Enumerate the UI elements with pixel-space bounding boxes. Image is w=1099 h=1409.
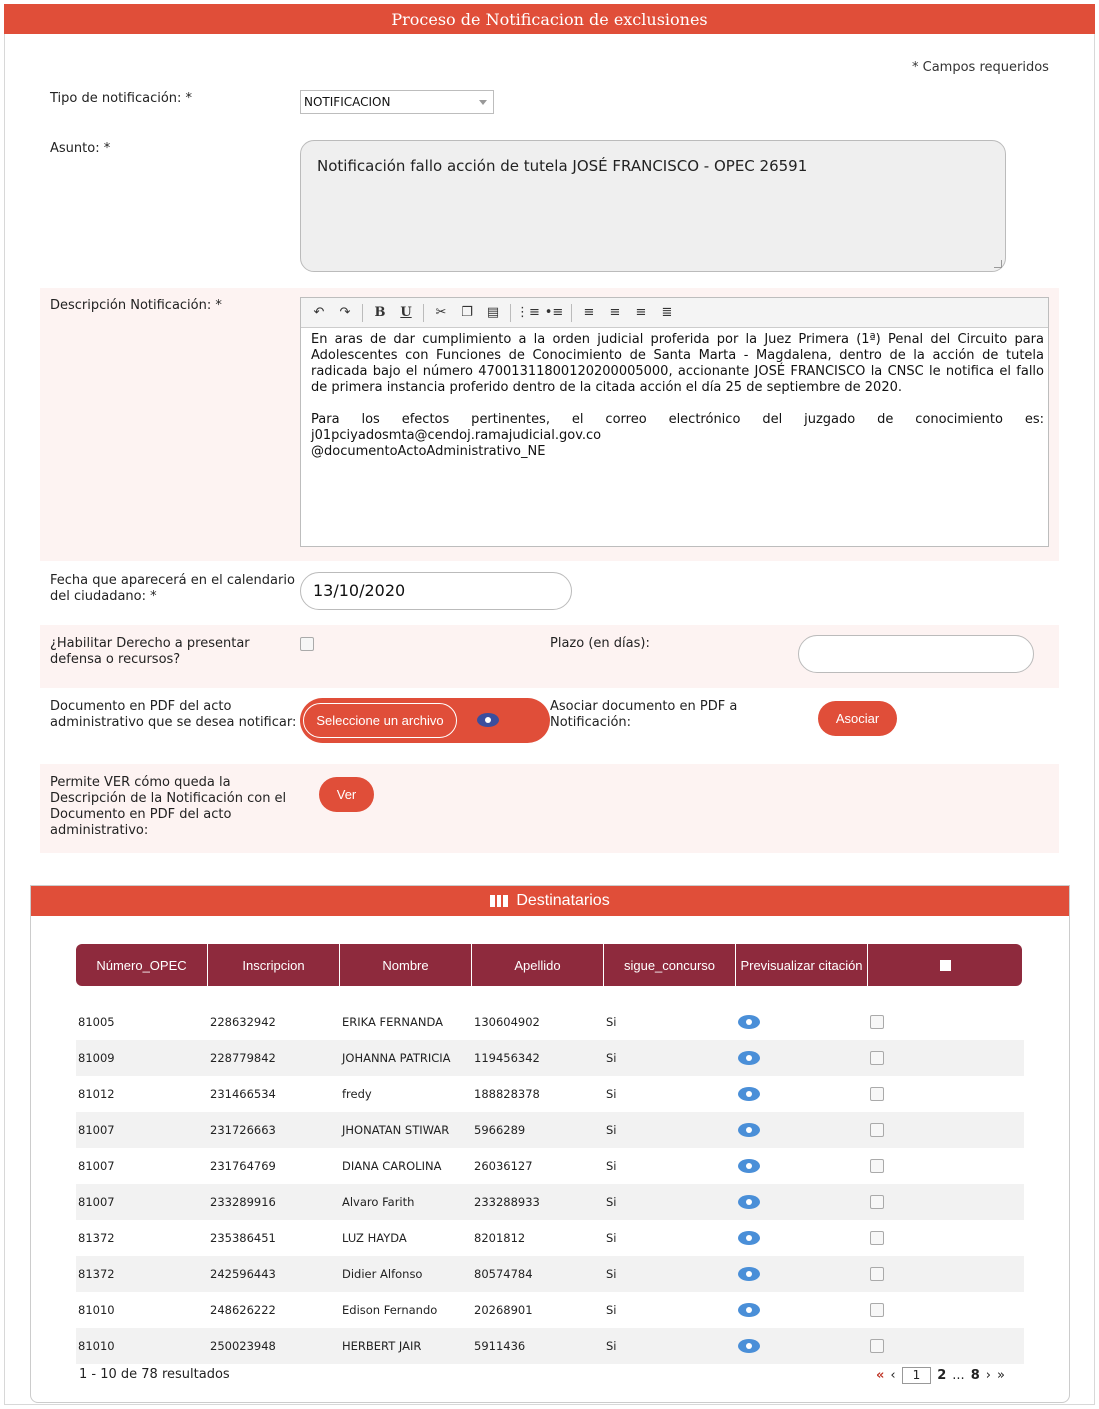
habilitar-label [50,636,250,668]
cut-icon[interactable]: ✂ [435,305,447,320]
eye-pupil [746,1163,752,1169]
eye-icon[interactable] [738,1267,760,1281]
cell-select [868,1015,1000,1029]
cell-previsualizar [736,1339,868,1353]
habilitar-checkbox[interactable] [300,637,314,651]
next-page-button[interactable]: › [985,1367,991,1383]
asociar-label [550,699,737,731]
cell-sigue-concurso: Si [606,1123,617,1137]
cell-numero-opec: 81007 [78,1123,115,1137]
cell-nombre: Edison Fernando [342,1303,438,1317]
resize-grip-icon[interactable] [994,260,1002,268]
destinatarios-header [31,886,1069,916]
cell-nombre: JOHANNA PATRICIA [342,1051,451,1065]
cell-select [868,1051,1000,1065]
permite-ver-label [50,775,286,839]
eye-icon[interactable] [477,713,499,727]
cell-numero-opec: 81009 [78,1051,115,1065]
cell-inscripcion: 231466534 [210,1087,276,1101]
permite-label-line-2: Descripción de la Notificación con el [50,791,287,806]
editor-content[interactable] [301,328,1048,460]
descripcion-paragraph-1: En aras de dar cumplimiento a la orden judicial proferida por la Juez Primera (1ª) Penal del Circuito para Adolescentes con Funciones de Conocimiento de Santa Marta - Magdalena, dentro de la acción de tutela radicada bajo el número 47001311800120200005000, accionante JOSÉ FRANCISCO la CNSC le notifica el fallo de primera instancia proferido dentro de la citada acción el día 25 de septiembre de 2020. [311,332,1044,395]
habilitar-label-line-2: defensa o recursos? [50,652,181,667]
eye-pupil [746,1019,752,1025]
cell-previsualizar [736,1195,868,1209]
paste-icon[interactable]: ▤ [486,305,500,320]
table-body [76,1004,1024,1364]
select-all-checkbox[interactable] [940,960,951,971]
descripcion-label: Descripción Notificación: * [50,298,222,313]
eye-pupil [746,1055,752,1061]
cell-select [868,1159,1000,1173]
toolbar-divider [571,304,572,322]
cell-select [868,1339,1000,1353]
cell-apellido: 26036127 [474,1159,533,1173]
cell-nombre: JHONATAN STIWAR [342,1123,450,1137]
asociar-label-line-2: Notificación: [550,715,632,730]
toolbar-divider [423,304,424,322]
cell-sigue-concurso: Si [606,1015,617,1029]
ordered-list-icon[interactable]: ⋮≡ [516,305,540,320]
permite-label-line-3: Documento en PDF del acto [50,807,232,822]
table-row [76,1256,1024,1292]
cell-inscripcion: 250023948 [210,1339,276,1353]
documento-label-line-1: Documento en PDF del acto [50,699,232,714]
align-center-icon[interactable]: ≡ [635,305,647,320]
column-header-apellido[interactable]: Apellido [472,944,603,986]
cell-nombre: Didier Alfonso [342,1267,423,1281]
ver-button[interactable]: Ver [319,777,374,812]
eye-pupil [746,1091,752,1097]
cell-select [868,1087,1000,1101]
cell-previsualizar [736,1051,868,1065]
column-header-numero-opec[interactable]: Número_OPEC [76,944,207,986]
table-row [76,1004,1024,1040]
page-2-link[interactable]: 2 [937,1367,947,1383]
cell-apellido: 233288933 [474,1195,540,1209]
table-icon [490,895,508,907]
cell-numero-opec: 81010 [78,1339,115,1353]
fecha-value: 13/10/2020 [313,581,406,600]
cell-inscripcion: 228632942 [210,1015,276,1029]
fecha-label-line-1: Fecha que aparecerá en el calendario [50,573,295,588]
fecha-label [50,573,295,605]
cell-nombre: DIANA CAROLINA [342,1159,442,1173]
asunto-label: Asunto: * [50,141,111,156]
destinatarios-title: Destinatarios [516,892,610,909]
eye-icon[interactable] [738,1087,760,1101]
documento-label [50,699,296,731]
tipo-notificacion-label: Tipo de notificación: * [50,91,193,106]
eye-icon[interactable] [738,1303,760,1317]
eye-pupil [746,1199,752,1205]
required-fields-note: * Campos requeridos [912,60,1049,75]
fecha-input[interactable] [300,572,572,610]
results-count: 1 - 10 de 78 resultados [79,1367,230,1382]
table-header [76,944,1022,986]
row-checkbox[interactable] [870,1123,884,1137]
fecha-label-line-2: del ciudadano: * [50,589,157,604]
column-header-previsualizar[interactable]: Previsualizar citación [736,944,867,986]
cell-sigue-concurso: Si [606,1087,617,1101]
cell-apellido: 130604902 [474,1015,540,1029]
eye-icon[interactable] [738,1051,760,1065]
page-title-bar [4,4,1095,34]
eye-pupil [746,1235,752,1241]
cell-inscripcion: 228779842 [210,1051,276,1065]
plazo-input[interactable] [798,635,1034,673]
row-checkbox[interactable] [870,1159,884,1173]
cell-previsualizar [736,1267,868,1281]
table-row [76,1148,1024,1184]
tipo-notificacion-select[interactable] [300,90,494,114]
cell-sigue-concurso: Si [606,1339,617,1353]
redo-icon[interactable]: ↷ [339,305,351,320]
asunto-value: Notificación fallo acción de tutela JOSÉ FRANCISCO - OPEC 26591 [317,157,808,175]
unordered-list-icon[interactable]: •≡ [544,305,564,320]
cell-sigue-concurso: Si [606,1303,617,1317]
cell-previsualizar [736,1087,868,1101]
cell-select [868,1195,1000,1209]
cell-select [868,1231,1000,1245]
table-row [76,1292,1024,1328]
prev-page-button[interactable]: ‹ [890,1367,896,1383]
habilitar-label-line-1: ¿Habilitar Derecho a presentar [50,636,250,651]
editor-toolbar [301,298,1048,328]
eye-icon[interactable] [738,1195,760,1209]
cell-select [868,1123,1000,1137]
page-title: Proceso de Notificacion de exclusiones [391,9,708,29]
cell-nombre: HERBERT JAIR [342,1339,422,1353]
table-row [76,1328,1024,1364]
cell-inscripcion: 233289916 [210,1195,276,1209]
eye-icon[interactable] [738,1339,760,1353]
cell-apellido: 5966289 [474,1123,526,1137]
select-file-button[interactable]: Seleccione un archivo [303,703,457,738]
eye-icon[interactable] [738,1015,760,1029]
justify-icon[interactable]: ≣ [661,305,673,320]
rich-text-editor[interactable] [300,297,1049,547]
cell-select [868,1303,1000,1317]
toolbar-divider [362,304,363,322]
cell-numero-opec: 81005 [78,1015,115,1029]
cell-sigue-concurso: Si [606,1267,617,1281]
tipo-notificacion-value: NOTIFICACION [304,95,391,109]
cell-inscripcion: 231726663 [210,1123,276,1137]
cell-apellido: 20268901 [474,1303,533,1317]
table-row [76,1040,1024,1076]
undo-icon[interactable]: ↶ [313,305,325,320]
eye-pupil [746,1271,752,1277]
cell-numero-opec: 81007 [78,1195,115,1209]
cell-sigue-concurso: Si [606,1159,617,1173]
chevron-down-icon [479,100,487,105]
pagination-ellipsis: ... [952,1367,965,1383]
eye-pupil [485,717,491,723]
align-right-icon[interactable]: ≡ [609,305,621,320]
column-header-sigue-concurso[interactable]: sigue_concurso [604,944,735,986]
eye-icon[interactable] [738,1123,760,1137]
row-checkbox[interactable] [870,1015,884,1029]
cell-inscripcion: 242596443 [210,1267,276,1281]
table-row [76,1112,1024,1148]
cell-apellido: 5911436 [474,1339,526,1353]
underline-icon[interactable]: U [400,305,412,320]
cell-sigue-concurso: Si [606,1195,617,1209]
cell-apellido: 188828378 [474,1087,540,1101]
eye-pupil [746,1307,752,1313]
page-8-link[interactable]: 8 [970,1367,980,1383]
cell-nombre: fredy [342,1087,372,1101]
column-header-inscripcion[interactable]: Inscripcion [208,944,339,986]
permite-label-line-1: Permite VER cómo queda la [50,775,231,790]
cell-numero-opec: 81010 [78,1303,115,1317]
table-row [76,1220,1024,1256]
row-checkbox[interactable] [870,1231,884,1245]
cell-numero-opec: 81007 [78,1159,115,1173]
cell-apellido: 80574784 [474,1267,533,1281]
table-row [76,1076,1024,1112]
row-checkbox[interactable] [870,1339,884,1353]
cell-sigue-concurso: Si [606,1231,617,1245]
cell-numero-opec: 81372 [78,1231,115,1245]
cell-nombre: ERIKA FERNANDA [342,1015,443,1029]
row-checkbox[interactable] [870,1195,884,1209]
eye-pupil [746,1343,752,1349]
file-upload-control [300,698,550,743]
descripcion-paragraph-3: @documentoActoAdministrativo_NE [311,444,546,459]
current-page-input[interactable]: 1 [902,1367,932,1384]
permite-label-line-4: administrativo: [50,823,149,838]
cell-previsualizar [736,1015,868,1029]
cell-apellido: 119456342 [474,1051,540,1065]
cell-apellido: 8201812 [474,1231,526,1245]
eye-pupil [746,1127,752,1133]
cell-inscripcion: 235386451 [210,1231,276,1245]
last-page-button[interactable]: » [996,1367,1005,1383]
cell-numero-opec: 81012 [78,1087,115,1101]
descripcion-paragraph-2: Para los efectos pertinentes, el correo electrónico del juzgado de conocimiento es: j01pciyadosmta@cendoj.ramajudicial.gov.co [311,412,1044,443]
column-header-nombre[interactable]: Nombre [340,944,471,986]
cell-inscripcion: 231764769 [210,1159,276,1173]
row-checkbox[interactable] [870,1303,884,1317]
cell-numero-opec: 81372 [78,1267,115,1281]
cell-previsualizar [736,1123,868,1137]
asunto-textarea[interactable] [300,140,1006,272]
eye-icon[interactable] [738,1159,760,1173]
asociar-button[interactable]: Asociar [818,701,897,736]
cell-inscripcion: 248626222 [210,1303,276,1317]
eye-icon[interactable] [738,1231,760,1245]
cell-previsualizar [736,1159,868,1173]
copy-icon[interactable]: ❐ [461,305,473,320]
cell-previsualizar [736,1231,868,1245]
documento-label-line-2: administrativo que se desea notificar: [50,715,297,730]
column-header-select-all [868,944,1022,986]
first-page-button[interactable]: « [876,1367,885,1383]
row-checkbox[interactable] [870,1087,884,1101]
cell-select [868,1267,1000,1281]
cell-nombre: Alvaro Farith [342,1195,415,1209]
table-row [76,1184,1024,1220]
plazo-label: Plazo (en días): [550,636,650,651]
row-checkbox[interactable] [870,1051,884,1065]
row-checkbox[interactable] [870,1267,884,1281]
cell-previsualizar [736,1303,868,1317]
asociar-label-line-1: Asociar documento en PDF a [550,699,738,714]
align-left-icon[interactable]: ≡ [583,305,595,320]
cell-sigue-concurso: Si [606,1051,617,1065]
pagination [876,1365,1005,1385]
bold-icon[interactable]: B [374,305,386,320]
toolbar-divider [510,304,511,322]
cell-nombre: LUZ HAYDA [342,1231,407,1245]
